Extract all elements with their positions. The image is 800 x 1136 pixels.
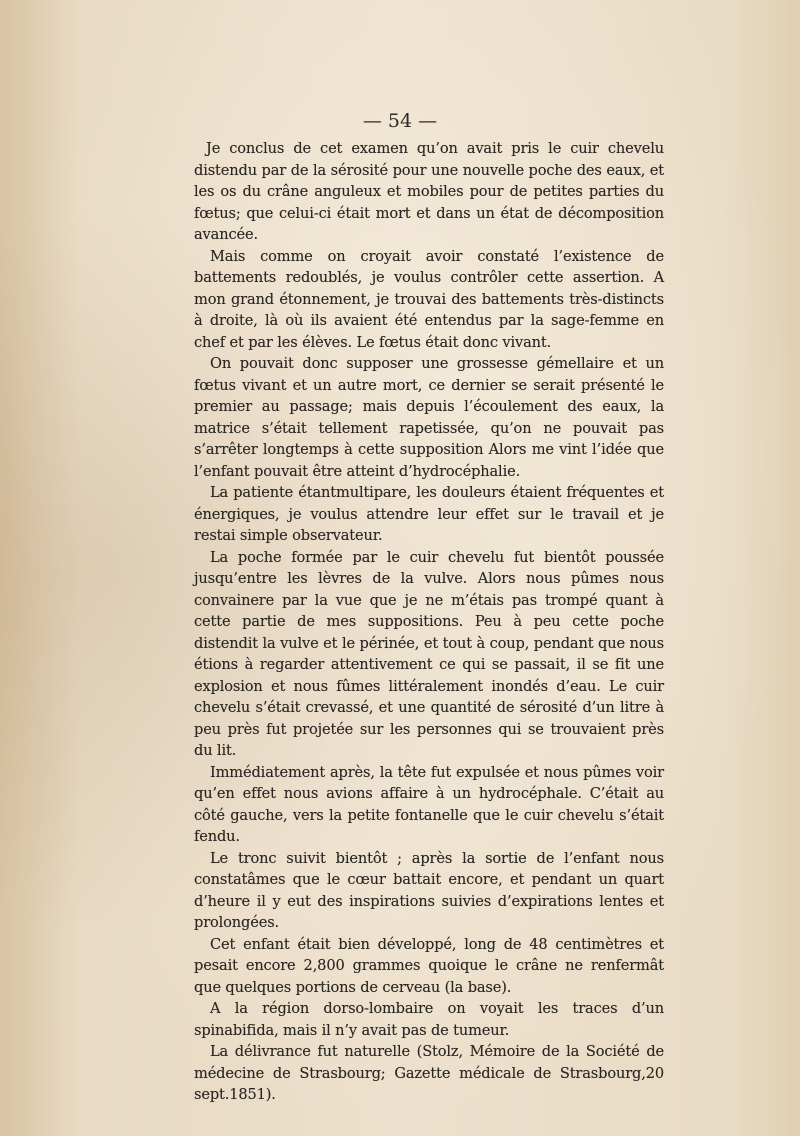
paragraph-poche: La poche formée par le cuir chevelu fut bientôt poussée jusqu’entre les lèvres de la vulve. Alors nous pûmes nous convainere par la vue que je ne m’étais pas trompé quant à cette partie de mes suppositions. Peu à peu cette poche distendit la vulve et le périnée, et tout à coup, pendant que nous étions à regarder attentivement ce qui se passait, il se fit une explosion et nous fûmes littéralement inondés d’eau. Le cuir chevelu s’était crevassé, et une quantité de sérosité d’un litre à peu près fut projetée sur les personnes qui se trouvaient près du lit. [194, 548, 664, 759]
paragraph-spina-bifida: A la région dorso-lombaire on voyait les traces d’un spinabifida, mais il n’y avait pas de tumeur. [194, 1000, 664, 1039]
paragraph-examen: Je conclus de cet examen qu’on avait pris le cuir chevelu distendu par de la sérosité pour une nouvelle poche des eaux, et les os du crâne anguleux et mobiles pour de petites parties du fœtus; que celui-ci était mort et dans un état de décomposition avancée. [194, 140, 664, 243]
paragraph-enfant: Cet enfant était bien développé, long de 48 centimètres et pesait encore 2,800 grammes quoique le crâne ne renfermât que quelques portions de cerveau (la base). [194, 935, 664, 996]
paragraph-delivrance: La délivrance fut naturelle (Stolz, Mémoire de la Société de médecine de Strasbourg; Gazette médicale de Strasbourg,20 sept.1851). [194, 1043, 664, 1103]
paragraph-grossesse: On pouvait donc supposer une grossesse gémellaire et un fœtus vivant et un autre mort, ce dernier se serait présenté le premier au passage; mais depuis l’écoulement des eaux, la matrice s’était tellement rapetissée, qu’on ne pouvait pas s’arrêter longtemps à cette supposition Alors me vint l’idée que l’enfant pouvait être atteint d’hydrocéphalie. [194, 355, 664, 480]
paragraph-patiente: La patiente étantmultipare, les douleurs étaient fréquentes et énergiques, je voulus attendre leur effet sur le travail et je restai simple observateur. [194, 484, 664, 544]
paragraph-battements: Mais comme on croyait avoir constaté l’existence de battements redoublés, je voulus contrôler cette assertion. A mon grand étonnement, je trouvai des battements très-distincts à droite, là où ils avaient été entendus par la sage-femme en chef et par les élèves. Le fœtus était donc vivant. [194, 247, 664, 351]
page-number: — 54 — [362, 110, 438, 132]
paragraph-tronc: Le tronc suivit bientôt ; après la sortie de l’enfant nous constatâmes que le cœur battait encore, et pendant un quart d’heure il y eut des inspirations suivies d’expirations lentes et prolongées. [194, 849, 664, 931]
body-text [194, 138, 664, 1106]
paragraph-expulsion: Immédiatement après, la tête fut expulsée et nous pûmes voir qu’en effet nous avions affaire à un hydrocéphale. C’était au côté gauche, vers la petite fontanelle que le cuir chevelu s’était fendu. [194, 763, 664, 845]
